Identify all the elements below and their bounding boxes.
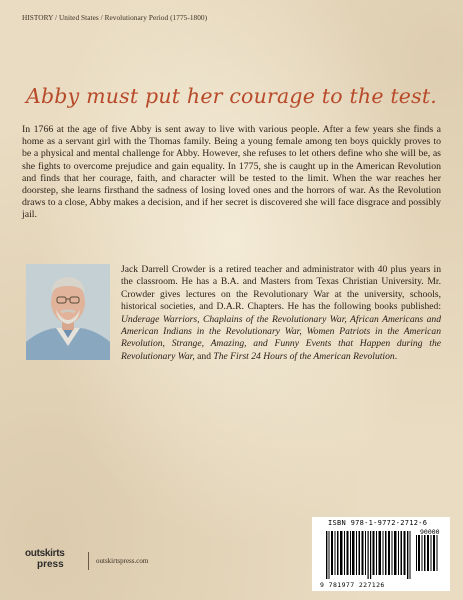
author-photo [26, 264, 110, 360]
isbn-text: ISBN 978-1-9772-2712-6 [328, 519, 428, 527]
bio-intro: Jack Darrell Crowder is a retired teacher and administrator with 40 plus years in the classroom. He has a B.A. and Masters from Texas Christian University. Mr. Crowder gives lectures on the Revolutionary War at the university, schools, historical societies, and D.A.R. Chapters. He has the following books published: [121, 264, 441, 313]
isbn-digits: 9 781977 227126 [320, 581, 385, 589]
tagline: Abby must put her courage to the test. [25, 84, 438, 108]
bio-end: . [394, 350, 398, 362]
price-code: 90000 [420, 528, 440, 536]
bio-book-title: The First 24 Hours of the American Revolution [213, 350, 395, 362]
bio-books-list: Underage Warriors, Chaplains of the Revolutionary War, African Americans and American Indians in the Revolutionary War, Women Patriots in the American Revolution, Strange, Amazing, and Funny Events that Happen during the Revolutionary War, [121, 313, 441, 362]
publisher-logo: outskirts [25, 548, 65, 559]
author-portrait-image [26, 264, 110, 360]
bio-connector: and [194, 350, 214, 362]
logo-divider [88, 552, 89, 570]
category-line: HISTORY / United States / Revolutionary Period (1775-1800) [22, 13, 208, 22]
author-bio [121, 264, 441, 363]
publisher-url: outskirtspress.com [96, 557, 149, 565]
book-blurb: In 1766 at the age of five Abby is sent away to live with various people. After a few years she finds a home as a servant girl with the Thomas family. Being a young female among ten boys quickly proves to be a physical and mental challenge for Abby. However, she refuses to let others define who she will be, as she fights to overcome prejudice and gain equality. In 1775, she is caught up in the American Revolution and finds that her courage, faith, and character will be tested to the limit. When the war reaches her doorstep, she learns firsthand the sadness of losing loved ones and the horrors of war. As the Revolution draws to a close, Abby makes a decision, and if her secret is discovered she will face disgrace and possibly jail. [22, 124, 441, 221]
publisher-logo-sub: press [37, 559, 64, 570]
